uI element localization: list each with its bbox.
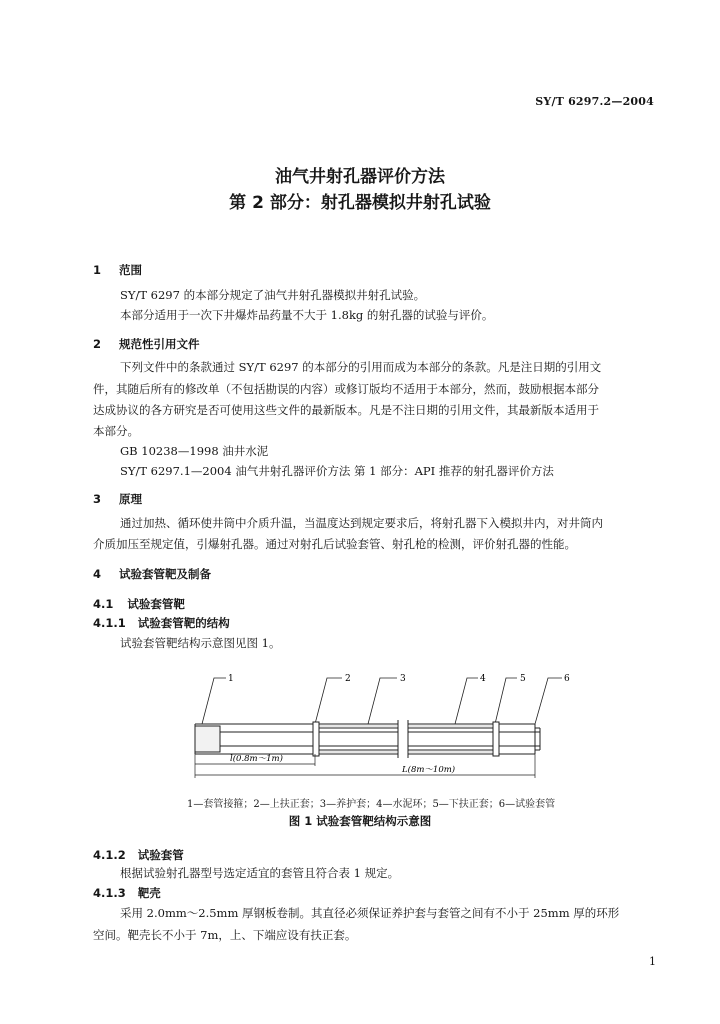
section-4-heading — [93, 566, 211, 582]
section-number: 4.1.2 — [93, 848, 126, 862]
callout-leader-1 — [202, 678, 226, 724]
paragraph-line: 根据试验射孔器型号选定适宜的套管且符合表 1 规定。 — [120, 866, 400, 880]
paragraph-line: 通过加热、循环使井筒中介质升温，当温度达到规定要求后，将射孔器下入模拟井内，对井筒内 — [120, 516, 603, 530]
section-4-1-heading — [93, 596, 185, 612]
page-number: 1 — [649, 955, 656, 968]
section-2-heading — [93, 336, 200, 352]
section-4-1-1-heading — [93, 615, 230, 631]
section-title: 规范性引用文件 — [119, 337, 200, 351]
callout-label-3: 3 — [400, 674, 406, 684]
document-title: 油气井射孔器评价方法 — [275, 167, 445, 187]
paragraph-line: 本部分。 — [93, 424, 139, 438]
dimension-short-label: l(0.8m～1m) — [230, 754, 283, 764]
figure-legend: 1—套管接箍；2—上扶正套；3—养护套；4—水泥环；5—下扶正套；6—试验套管 — [187, 799, 556, 810]
section-1-heading — [93, 262, 142, 278]
section-title: 范围 — [119, 263, 143, 277]
callout-label-4: 4 — [480, 674, 486, 684]
section-number: 4.1.3 — [93, 886, 126, 900]
section-title: 试验套管靶及制备 — [119, 567, 212, 581]
callout-leader-6 — [535, 678, 562, 724]
section-4-1-3-heading — [93, 885, 161, 901]
section-3-heading — [93, 491, 142, 507]
section-number: 1 — [93, 263, 102, 277]
paragraph-line: SY/T 6297 的本部分规定了油气井射孔器模拟井射孔试验。 — [120, 288, 426, 302]
paragraph-line: 介质加压至规定值，引爆射孔器。通过对射孔后试验套管、射孔枪的检测，评价射孔器的性能。 — [93, 537, 576, 551]
paragraph-line: 下列文件中的条款通过 SY/T 6297 的本部分的引用而成为本部分的条款。凡是注日期的引用文 — [120, 360, 602, 374]
reference-item: GB 10238—1998 油井水泥 — [120, 444, 269, 458]
callout-leader-2 — [315, 678, 342, 724]
paragraph-line: 达成协议的各方研究是否可使用这些文件的最新版本。凡是不注日期的引用文件，其最新版本适用于 — [93, 403, 599, 417]
paragraph-line: 采用 2.0mm～2.5mm 厚钢板卷制。其直径必须保证养护套与套管之间有不小于 25mm 厚的环形 — [120, 906, 620, 920]
reference-item: SY/T 6297.1—2004 油气井射孔器评价方法 第 1 部分：API 推荐的射孔器评价方法 — [120, 464, 554, 478]
section-number: 2 — [93, 337, 102, 351]
callout-leader-4 — [455, 678, 478, 724]
section-number: 3 — [93, 492, 102, 506]
section-title: 试验套管 — [137, 848, 184, 862]
document-subtitle: 第 2 部分：射孔器模拟井射孔试验 — [229, 193, 491, 213]
section-title: 原理 — [119, 492, 143, 506]
section-number: 4 — [93, 567, 102, 581]
casing-target — [195, 720, 540, 758]
section-title: 试验套管靶的结构 — [137, 616, 230, 630]
standard-number: SY/T 6297.2—2004 — [535, 95, 654, 108]
paragraph-line: 试验套管靶结构示意图见图 1。 — [120, 636, 281, 650]
callout-label-5: 5 — [520, 674, 526, 684]
figure-caption: 图 1 试验套管靶结构示意图 — [288, 814, 432, 828]
callout-leader-3 — [368, 678, 397, 724]
callout-label-6: 6 — [564, 674, 570, 684]
section-number: 4.1.1 — [93, 616, 126, 630]
paragraph-line: 件，其随后所有的修改单（不包括勘误的内容）或修订版均不适用于本部分，然而，鼓励根据本部分 — [93, 382, 599, 396]
section-title: 靶壳 — [137, 886, 161, 900]
paragraph-line: 本部分适用于一次下井爆炸品药量不大于 1.8kg 的射孔器的试验与评价。 — [120, 308, 494, 322]
callout-leader-5 — [495, 678, 517, 724]
section-title: 试验套管靶 — [127, 597, 185, 611]
figure-1-diagram — [180, 662, 580, 780]
section-4-1-2-heading — [93, 847, 184, 863]
callout-label-2: 2 — [345, 674, 351, 684]
dimension-long-label: L(8m～10m) — [402, 765, 456, 775]
section-number: 4.1 — [93, 597, 114, 611]
paragraph-line: 空间。靶壳长不小于 7m，上、下端应设有扶正套。 — [93, 928, 357, 942]
callout-label-1: 1 — [228, 674, 234, 684]
